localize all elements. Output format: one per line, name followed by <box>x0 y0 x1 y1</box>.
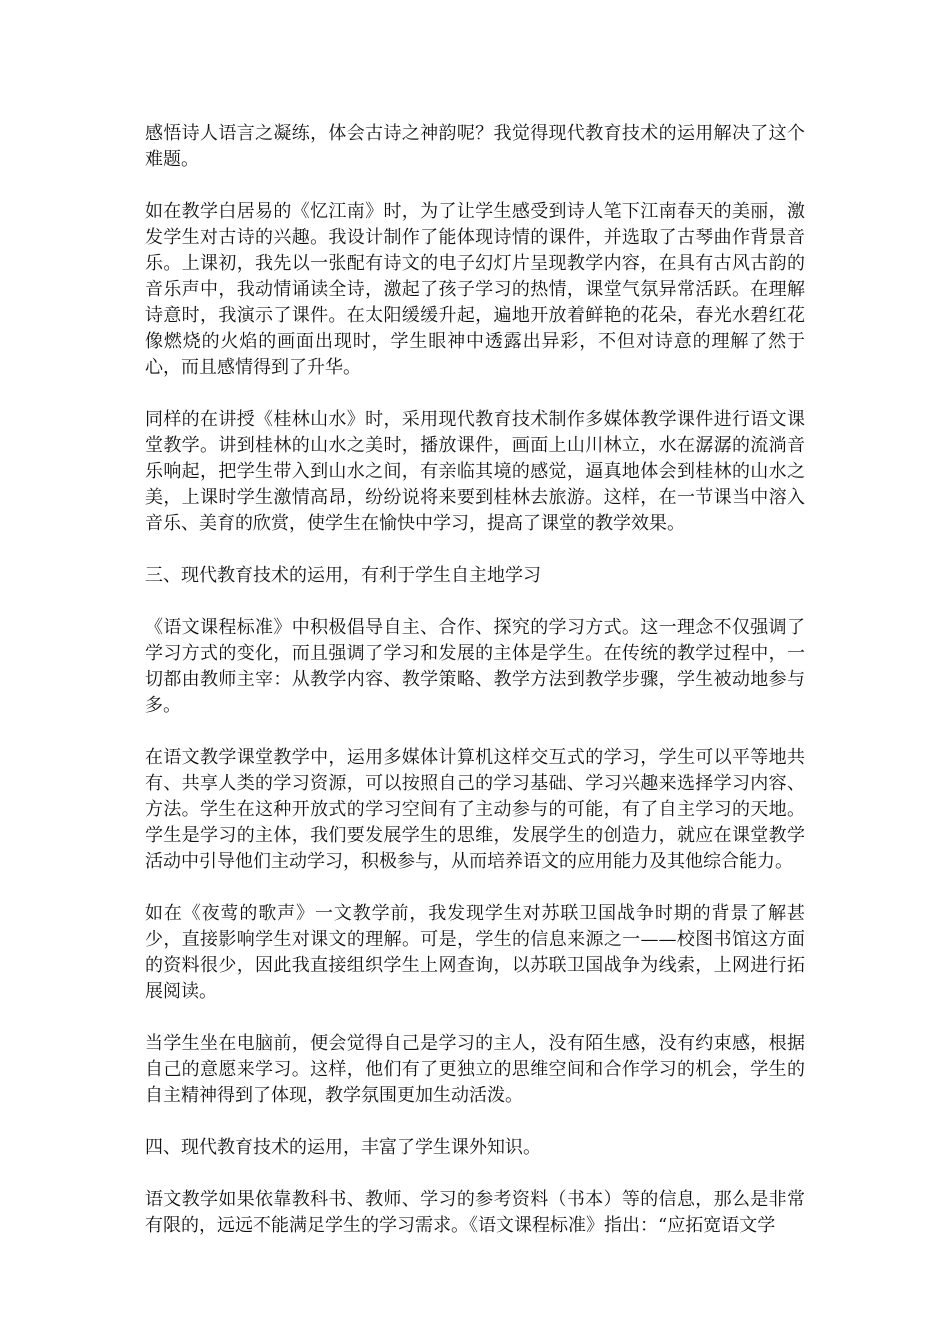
paragraph: 在语文教学课堂教学中，运用多媒体计算机这样交互式的学习，学生可以平等地共有、共享人类的学习资源，可以按照自己的学习基础、学习兴趣来选择学习内容、方法。学生在这种开放式的学习空间有了主动参与的可能，有了自主学习的天地。学生是学习的主体，我们要发展学生的思维，发展学生的创造力，就应在课堂教学活动中引导他们主动学习，积极参与，从而培养语文的应用能力及其他综合能力。 <box>145 747 805 872</box>
document-body <box>145 121 805 1265</box>
paragraph: 感悟诗人语言之凝练，体会古诗之神韵呢？我觉得现代教育技术的运用解决了这个难题。 <box>145 123 805 170</box>
paragraph: 如在教学白居易的《忆江南》时，为了让学生感受到诗人笔下江南春天的美丽，激发学生对古诗的兴趣。我设计制作了能体现诗情的课件，并选取了古琴曲作背景音乐。上课初，我先以一张配有诗文的电子幻灯片呈现教学内容，在具有古风古韵的音乐声中，我动情诵读全诗，激起了孩子学习的热情，课堂气氛异常活跃。在理解诗意时，我演示了课件。在太阳缓缓升起，遍地开放着鲜艳的花朵，春光水碧红花像燃烧的火焰的画面出现时，学生眼神中透露出异彩，不但对诗意的理解了然于心，而且感情得到了升华。 <box>145 201 805 378</box>
section-heading: 四、现代教育技术的运用，丰富了学生课外知识。 <box>145 1137 541 1158</box>
paragraph: 同样的在讲授《桂林山水》时，采用现代教育技术制作多媒体教学课件进行语文课堂教学。讲到桂林的山水之美时，播放课件，画面上山川林立，水在潺潺的流淌音乐响起，把学生带入到山水之间，有亲临其境的感觉，逼真地体会到桂林的山水之美，上课时学生激情高昂，纷纷说将来要到桂林去旅游。这样，在一节课当中溶入音乐、美育的欣赏，使学生在愉快中学习，提高了课堂的教学效果。 <box>145 409 805 534</box>
paragraph: 当学生坐在电脑前，便会觉得自己是学习的主人，没有陌生感，没有约束感，根据自己的意愿来学习。这样，他们有了更独立的思维空间和合作学习的机会，学生的自主精神得到了体现，教学氛围更加生动活泼。 <box>145 1033 805 1106</box>
paragraph: 如在《夜莺的歌声》一文教学前，我发现学生对苏联卫国战争时期的背景了解甚少，直接影响学生对课文的理解。可是，学生的信息来源之一——校图书馆这方面的资料很少，因此我直接组织学生上网查询，以苏联卫国战争为线索，上网进行拓展阅读。 <box>145 903 805 1002</box>
paragraph: 语文教学如果依靠教科书、教师、学习的参考资料（书本）等的信息，那么是非常有限的，远远不能满足学生的学习需求。《语文课程标准》指出：“应拓宽语文学 <box>145 1189 805 1236</box>
paragraph: 《语文课程标准》中积极倡导自主、合作、探究的学习方式。这一理念不仅强调了学习方式的变化，而且强调了学习和发展的主体是学生。在传统的教学过程中，一切都由教师主宰：从教学内容、教学策略、教学方法到教学步骤，学生被动地参与多。 <box>145 617 805 716</box>
section-heading: 三、现代教育技术的运用，有利于学生自主地学习 <box>145 565 541 586</box>
